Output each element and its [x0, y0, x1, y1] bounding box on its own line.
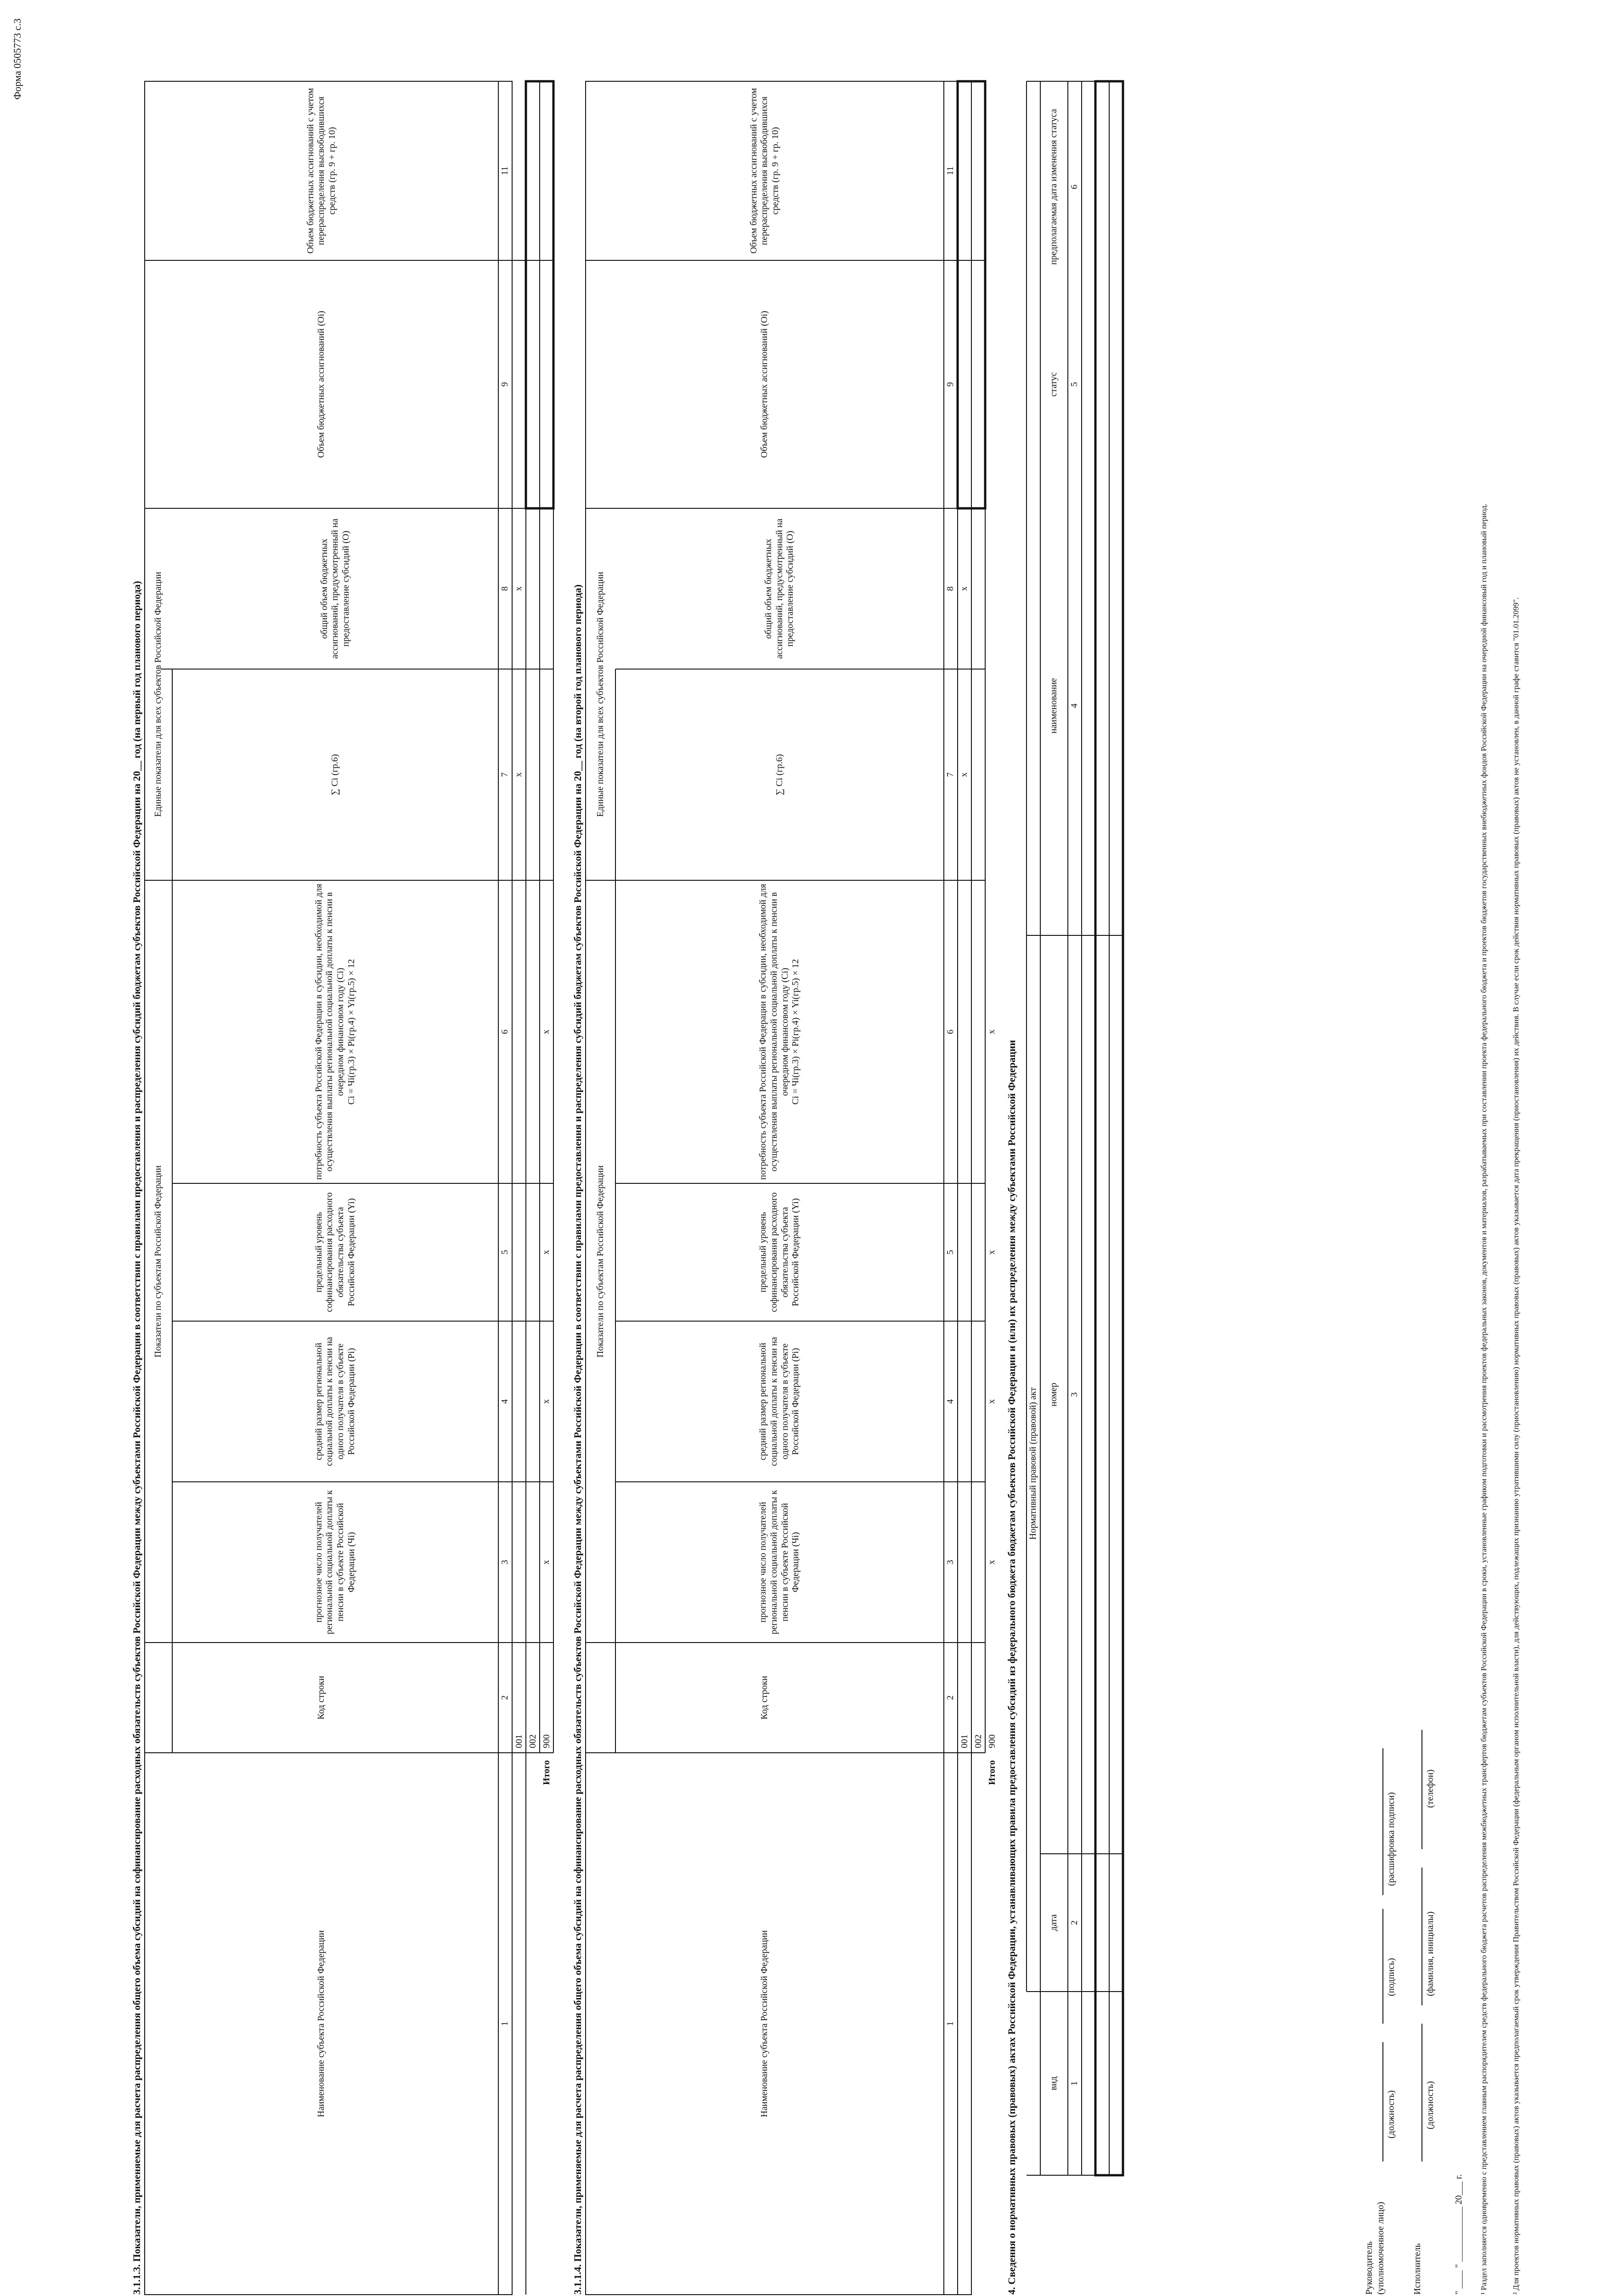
sig-exec-label: Исполнитель: [1412, 2243, 1422, 2295]
t1-total-col5: x: [541, 1250, 552, 1255]
t1-header-row-code: Код строки: [316, 1676, 327, 1720]
t2-colnum-8: 8: [945, 586, 956, 591]
t1-colnum-2: 2: [500, 1695, 510, 1700]
t2-header-col3: прогнозное число получателей региональной социальной доплаты к пенсии в субъекте Российской Федерации (Чi): [758, 1490, 801, 1635]
t2-colnum-4: 4: [945, 1399, 956, 1404]
t1-row1-col7: x: [513, 772, 524, 777]
t2-colnum-3: 3: [945, 1560, 956, 1564]
t2-colnum-5: 5: [945, 1250, 956, 1255]
t1-col6-text: потребность субъекта Российской Федерации в субсидии, необходимой для осуществления выплаты региональной социальной доплаты к пенсии в очередном финансовом году (Ci): [313, 884, 345, 1180]
t2-total-col6: x: [987, 1030, 997, 1034]
sig-phone-caption: (телефон): [1425, 1769, 1435, 1808]
t3-colnum-1: 1: [1069, 2081, 1080, 2086]
t1-row-code-001: 001: [514, 1734, 524, 1748]
t2-colnum-2: 2: [945, 1695, 956, 1700]
t2-total-code: 900: [987, 1734, 997, 1748]
t2-header-col4: средний размер региональной социальной доплаты к пенсии на одного получателя в субъекте Российской Федерации (Рi): [758, 1337, 801, 1466]
t2-col6-text: потребность субъекта Российской Федерации в субсидии, необходимой для осуществления выплаты региональной социальной доплаты к пенсии в очередном финансовом году (Ci): [758, 884, 790, 1180]
t1-colnum-1: 1: [500, 2021, 510, 2026]
t1-colnum-9: 9: [500, 382, 510, 387]
t2-row1-col7: x: [959, 772, 970, 777]
section-4-title: 4. Сведения о нормативных правовых (правовых) актах Российской Федерации, устанавливающих правила предоставления субсидий из федерального бюджета бюджетам субъектов Российской Федерации и (или) их распределения между субъектами Российской Федерации: [1006, 1040, 1017, 2295]
t2-colnum-7: 7: [945, 772, 956, 777]
t3-header-act: Нормативный правовой (правовой) акт: [1028, 1387, 1038, 1540]
sig-position-caption: (должность): [1386, 2090, 1396, 2138]
t3-header-status-date: предполагаемая дата изменения статуса: [1049, 109, 1059, 265]
section-3113-title: 3.1.1.3. Показатели, применяемые для расчета распределения общего объема субсидий на софинансирование расходных обязательств субъектов Российской Федерации между субъектами Российской Федерации в соответствии с правилами предоставления и распределения субсидий бюджетам субъектов Российской Федерации на 20__ год (на первый год планового периода): [131, 581, 142, 2295]
t2-colnum-6: 6: [945, 1030, 956, 1034]
t2-header-col8: общий объем бюджетных ассигнований, предусмотренный на предоставление субсидий (O): [763, 518, 795, 659]
t1-colnum-3: 3: [500, 1560, 510, 1564]
t1-colnum-4: 4: [500, 1399, 510, 1404]
t2-header-col5: предельный уровень софинансирования расходного обязательства субъекта Российской Федерации (Yi): [758, 1192, 801, 1312]
t2-header-col11: Объем бюджетных ассигнований с учетом перераспределения высвободившихся средств (гр. 9 + гр. 10): [748, 88, 780, 254]
t2-header-col6: [615, 880, 944, 1183]
t1-total-col6: x: [541, 1030, 552, 1034]
t3-colnum-6: 6: [1069, 185, 1080, 189]
t1-total-label: Итого: [542, 1760, 552, 1785]
t1-total-code: 900: [542, 1734, 552, 1748]
sig-head-label: Руководитель: [1364, 2241, 1374, 2295]
t1-header-col6: [172, 880, 498, 1183]
t2-colnum-11: 11: [945, 166, 956, 175]
t1-header-subject-name: Наименование субъекта Российской Федерации: [316, 1930, 327, 2117]
sig-exec-name-caption: (фамилия, инициалы): [1425, 1911, 1435, 1996]
section-3114-title: 3.1.1.4. Показатели, применяемые для расчета распределения общего объема субсидий на софинансирование расходных обязательств субъектов Российской Федерации между субъектами Российской Федерации в соответствии с правилами предоставления и распределения субсидий бюджетам субъектов Российской Федерации на 20__ год (на второй год планового периода): [572, 584, 583, 2295]
t1-header-col4: средний размер региональной социальной доплаты к пенсии на одного получателя в субъекте Российской Федерации (Рi): [313, 1337, 356, 1466]
t2-row1-col8: x: [959, 586, 970, 591]
t1-header-col3: прогнозное число получателей региональной социальной доплаты к пенсии в субъекте Российской Федерации (Чi): [313, 1490, 356, 1635]
t2-total-col5: x: [987, 1250, 997, 1255]
t1-colnum-8: 8: [500, 586, 510, 591]
footnote-1: ¹ Раздел заполняется одновременно с представлением главным распорядителем средств федерального бюджета расчетов распределения межбюджетных трансфертов бюджетам субъектов Российской Федерации в сроки, установленные графиком подготовки и рассмотрения проектов федеральных законов, документов и материалов, разрабатываемых при составлении проекта федерального бюджета и проектов бюджетов государственных внебюджетных фондов Российской Федерации на очередной финансовый год и плановый период.: [1479, 503, 1488, 2295]
t3-header-name: наименование: [1049, 678, 1059, 734]
t3-header-kind: вид: [1049, 2076, 1059, 2091]
t2-header-group-unified: Единые показатели для всех субъектов Российской Федерации: [595, 572, 605, 817]
t3-colnum-3: 3: [1069, 1392, 1080, 1397]
t2-row-code-002: 002: [973, 1734, 983, 1748]
t2-header-subject-name: Наименование субъекта Российской Федерации: [759, 1930, 770, 2117]
t2-col6-formula: Ci = Чi(гр.3) × Pi(гр.4) × Yi(гр.5) × 12: [790, 959, 801, 1105]
footnote-2: ² Для проектов нормативных правовых (правовых) актов указывается предполагаемый срок утверждения Правительством Российской Федерации (федеральным органом исполнительной власти), для действующих, подлежащих признанию утратившими силу (приостановлению) нормативных правовых (правовых) актов указывается дата прекращения (приостановления) их действия. В случае если срок действия нормативных правовых (правовых) актов не установлен, в данной графе ставится "01.01.2099".: [1512, 597, 1520, 2295]
t2-header-col7: ∑ Ci (гр.6): [774, 754, 784, 795]
t1-header-col5: предельный уровень софинансирования расходного обязательства субъекта Российской Федерации (Yi): [313, 1192, 356, 1312]
t2-total-col4: x: [987, 1399, 997, 1404]
t1-header-group-unified: Единые показатели для всех субъектов Российской Федерации: [153, 572, 164, 817]
t1-row-code-002: 002: [528, 1734, 538, 1748]
sig-signature-caption: (подпись): [1386, 1958, 1396, 1996]
t3-header-date: дата: [1049, 1914, 1059, 1931]
t2-colnum-1: 1: [945, 2021, 956, 2026]
t1-header-col7: ∑ Ci (гр.6): [330, 754, 340, 795]
sig-line-decode: [1382, 1748, 1383, 1895]
t1-colnum-7: 7: [500, 772, 510, 777]
sig-line-signature: [1382, 1909, 1383, 2024]
t2-colnum-9: 9: [945, 382, 956, 387]
t3-colnum-4: 4: [1069, 703, 1080, 708]
t3-header-number: номер: [1049, 1383, 1059, 1407]
t1-colnum-6: 6: [500, 1030, 510, 1034]
sig-exec-position-caption: (должность): [1425, 2081, 1435, 2129]
t1-colnum-11: 11: [500, 166, 510, 175]
t1-header-col8: общий объем бюджетных ассигнований, предусмотренный на предоставление субсидий (O): [319, 518, 351, 659]
sig-date-line: " ____ " ____________ 20___ г.: [1454, 2174, 1464, 2295]
sig-decode-caption: (расшифровка подписи): [1386, 1792, 1396, 1886]
t2-header-col9: Объем бюджетных ассигнований (Oi): [759, 310, 770, 458]
t3-colnum-5: 5: [1069, 382, 1080, 387]
t2-header-group-subject: Показатели по субъектам Российской Федерации: [595, 1165, 605, 1358]
t2-total-label: Итого: [987, 1760, 997, 1785]
t1-header-col9: Объем бюджетных ассигнований (Oi): [316, 310, 327, 458]
t1-row1-col8: x: [513, 586, 524, 591]
t2-row-code-001: 001: [959, 1734, 970, 1748]
t1-total-col3: x: [541, 1560, 552, 1564]
t1-total-col4: x: [541, 1399, 552, 1404]
t1-col6-formula: Ci = Чi(гр.3) × Pi(гр.4) × Yi(гр.5) × 12: [346, 959, 356, 1105]
t1-header-group-subject: Показатели по субъектам Российской Федерации: [153, 1165, 164, 1358]
sig-line-position: [1382, 2042, 1383, 2161]
t3-colnum-2: 2: [1069, 1920, 1080, 1925]
t1-colnum-5: 5: [500, 1250, 510, 1255]
t1-header-col11: Объем бюджетных ассигнований с учетом перераспределения высвободившихся средств (гр. 9 + гр. 10): [305, 88, 337, 254]
t2-header-row-code: Код строки: [759, 1676, 770, 1720]
form-code: Форма 0505773 с.3: [11, 18, 23, 100]
t3-header-status: статус: [1049, 372, 1059, 397]
t2-total-col3: x: [987, 1560, 997, 1564]
sig-head-sublabel: (уполномоченное лицо): [1376, 2201, 1386, 2295]
